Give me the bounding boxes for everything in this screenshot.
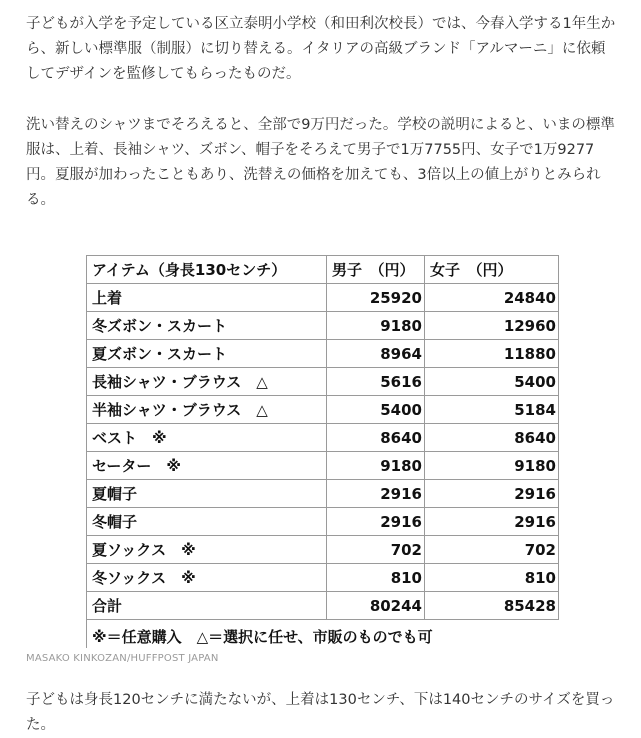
item-cell: 夏帽子 — [87, 480, 327, 508]
article-paragraph-2: 洗い替えのシャツまでそろえると、全部で9万円だった。学校の説明によると、いまの標準服は、上着、長袖シャツ、ズボン、帽子をそろえて男子で1万7755円、女子で1万9277円。夏服が加わったこともあり、洗替えの価格を加えても、3倍以上の値上がりとみられる。 — [26, 117, 615, 208]
article-paragraph-1: 子どもが入学を予定している区立泰明小学校（和田利次校長）では、今春入学する1年生から、新しい標準服（制服）に切り替える。イタリアの高級ブランド「アルマーニ」に依頼してデザインを監修してもらったものだ。 — [26, 16, 616, 82]
header-item: アイテム（身長130センチ） — [87, 256, 327, 284]
total-label-cell: 合計 — [87, 592, 327, 620]
girls-price-cell: 24840 — [425, 284, 559, 312]
girls-price-cell: 5400 — [425, 368, 559, 396]
boys-price-cell: 2916 — [327, 508, 425, 536]
item-cell: セーター ※ — [87, 452, 327, 480]
girls-total-cell: 85428 — [425, 592, 559, 620]
table-header-row — [87, 256, 559, 284]
item-cell: ベスト ※ — [87, 424, 327, 452]
girls-price-cell: 5184 — [425, 396, 559, 424]
boys-price-cell: 810 — [327, 564, 425, 592]
table-row — [87, 452, 559, 480]
boys-price-cell: 8640 — [327, 424, 425, 452]
boys-price-cell: 2916 — [327, 480, 425, 508]
table-row — [87, 564, 559, 592]
boys-price-cell: 702 — [327, 536, 425, 564]
table-row — [87, 396, 559, 424]
girls-price-cell: 702 — [425, 536, 559, 564]
image-credit: MASAKO KINKOZAN/HUFFPOST JAPAN — [26, 653, 219, 664]
girls-price-cell: 2916 — [425, 508, 559, 536]
table-row — [87, 480, 559, 508]
item-cell: 夏ズボン・スカート — [87, 340, 327, 368]
table-row — [87, 284, 559, 312]
girls-price-cell: 2916 — [425, 480, 559, 508]
table-row — [87, 508, 559, 536]
boys-total-cell: 80244 — [327, 592, 425, 620]
girls-price-cell: 9180 — [425, 452, 559, 480]
header-girls: 女子 （円） — [425, 256, 559, 284]
girls-price-cell: 12960 — [425, 312, 559, 340]
price-table-image — [86, 255, 558, 648]
price-table — [86, 255, 559, 620]
boys-price-cell: 9180 — [327, 452, 425, 480]
table-row — [87, 536, 559, 564]
boys-price-cell: 5400 — [327, 396, 425, 424]
boys-price-cell: 9180 — [327, 312, 425, 340]
header-boys: 男子 （円） — [327, 256, 425, 284]
girls-price-cell: 11880 — [425, 340, 559, 368]
girls-price-cell: 8640 — [425, 424, 559, 452]
item-cell: 冬ズボン・スカート — [87, 312, 327, 340]
item-cell: 夏ソックス ※ — [87, 536, 327, 564]
article-paragraph-3: 子どもは身長120センチに満たないが、上着は130センチ、下は140センチのサイズを買った。 — [26, 692, 615, 733]
girls-price-cell: 810 — [425, 564, 559, 592]
item-cell: 半袖シャツ・ブラウス △ — [87, 396, 327, 424]
table-row — [87, 368, 559, 396]
boys-price-cell: 25920 — [327, 284, 425, 312]
item-cell: 長袖シャツ・ブラウス △ — [87, 368, 327, 396]
table-row — [87, 340, 559, 368]
boys-price-cell: 8964 — [327, 340, 425, 368]
table-row — [87, 424, 559, 452]
table-note: ※＝任意購入 △＝選択に任せ、市販のものでも可 — [86, 620, 558, 648]
table-total-row — [87, 592, 559, 620]
table-row — [87, 312, 559, 340]
boys-price-cell: 5616 — [327, 368, 425, 396]
item-cell: 冬ソックス ※ — [87, 564, 327, 592]
item-cell: 冬帽子 — [87, 508, 327, 536]
item-cell: 上着 — [87, 284, 327, 312]
